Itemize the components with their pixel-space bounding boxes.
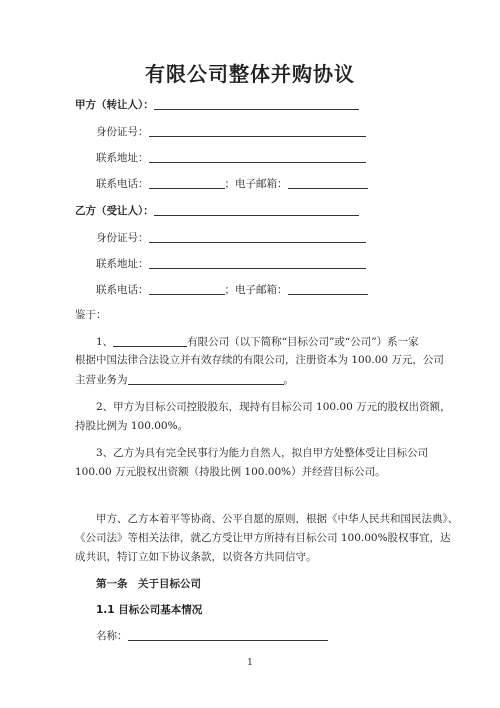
company-name-blank[interactable] bbox=[113, 334, 187, 347]
party-b-address-label: 联系地址： bbox=[96, 258, 149, 270]
party-a-id-blank[interactable] bbox=[149, 124, 366, 137]
party-a-phone-label: 联系电话： bbox=[96, 178, 149, 190]
clause-1-line-2: 根据中国法律合法设立并有效存续的有限公司，注册资本为 100.00 万元，公司 bbox=[75, 354, 444, 366]
party-a-row bbox=[75, 97, 359, 112]
clause-3-line-2: 100.00 万元股权出资额（持股比例 100.00%）并经营目标公司。 bbox=[75, 466, 386, 478]
target-name-row bbox=[96, 628, 328, 643]
document-title: 有限公司整体并购协议 bbox=[145, 62, 355, 86]
section-1-1-heading: 1.1 目标公司基本情况 bbox=[96, 604, 203, 616]
party-a-label: 甲方（转让人）： bbox=[75, 99, 154, 111]
party-b-name-blank[interactable] bbox=[154, 203, 359, 216]
business-label: 主营业务为 bbox=[75, 374, 128, 386]
party-b-phone-label: 联系电话： bbox=[96, 284, 149, 296]
page-number: 1 bbox=[247, 658, 253, 668]
party-b-row bbox=[75, 203, 359, 218]
party-a-address-blank[interactable] bbox=[149, 150, 366, 163]
party-a-id-row bbox=[96, 124, 366, 139]
party-b-phone-blank[interactable] bbox=[149, 282, 225, 295]
clause-3-line-1: 3、乙方为具有完全民事行为能力自然人，拟自甲方处整体受让目标公司 bbox=[96, 447, 429, 459]
clause-1-line-3 bbox=[75, 372, 294, 387]
clause-2-line-2: 持股比例为 100.00%。 bbox=[75, 420, 189, 432]
party-a-id-label: 身份证号： bbox=[96, 126, 149, 138]
clause-1-text: 有限公司（以下简称“目标公司”或“公司”）系一家 bbox=[187, 336, 419, 348]
clause-1-line-1 bbox=[96, 334, 419, 349]
target-name-label: 名称： bbox=[96, 630, 128, 642]
clause-1-end: 。 bbox=[283, 374, 294, 386]
party-a-phone-blank[interactable] bbox=[149, 176, 225, 189]
preamble-line-3: 成共识，特订立如下协议条款，以资各方共同信守。 bbox=[75, 551, 317, 563]
target-name-blank[interactable] bbox=[128, 628, 328, 641]
article-1-heading: 第一条 关于目标公司 bbox=[96, 578, 201, 590]
party-b-contact-row bbox=[96, 282, 368, 297]
party-b-address-row bbox=[96, 256, 366, 271]
clause-1-prefix: 1、 bbox=[96, 336, 114, 348]
whereas-heading: 鉴于： bbox=[75, 309, 107, 321]
party-b-email-blank[interactable] bbox=[288, 282, 368, 295]
party-a-address-label: 联系地址： bbox=[96, 152, 149, 164]
party-b-id-row bbox=[96, 230, 366, 245]
clause-2-line-1: 2、甲方为目标公司控股股东，现持有目标公司 100.00 万元的股权出资额， bbox=[96, 401, 451, 413]
party-b-email-label: ；电子邮箱： bbox=[224, 284, 288, 296]
preamble-line-1: 甲方、乙方本着平等协商、公平自愿的原则，根据《中华人民共和国民法典》、 bbox=[96, 513, 459, 525]
party-a-name-blank[interactable] bbox=[154, 97, 359, 110]
party-a-email-blank[interactable] bbox=[288, 176, 368, 189]
business-blank[interactable] bbox=[128, 372, 284, 385]
preamble-line-2: 《公司法》等相关法律，就乙方受让甲方所持有目标公司 100.00%股权事宜，达 bbox=[75, 532, 451, 544]
party-b-id-label: 身份证号： bbox=[96, 232, 149, 244]
party-a-contact-row bbox=[96, 176, 368, 191]
party-a-address-row bbox=[96, 150, 366, 165]
party-b-label: 乙方（受让人）： bbox=[75, 205, 154, 217]
party-b-address-blank[interactable] bbox=[149, 256, 366, 269]
party-a-email-label: ；电子邮箱： bbox=[224, 178, 288, 190]
party-b-id-blank[interactable] bbox=[149, 230, 366, 243]
